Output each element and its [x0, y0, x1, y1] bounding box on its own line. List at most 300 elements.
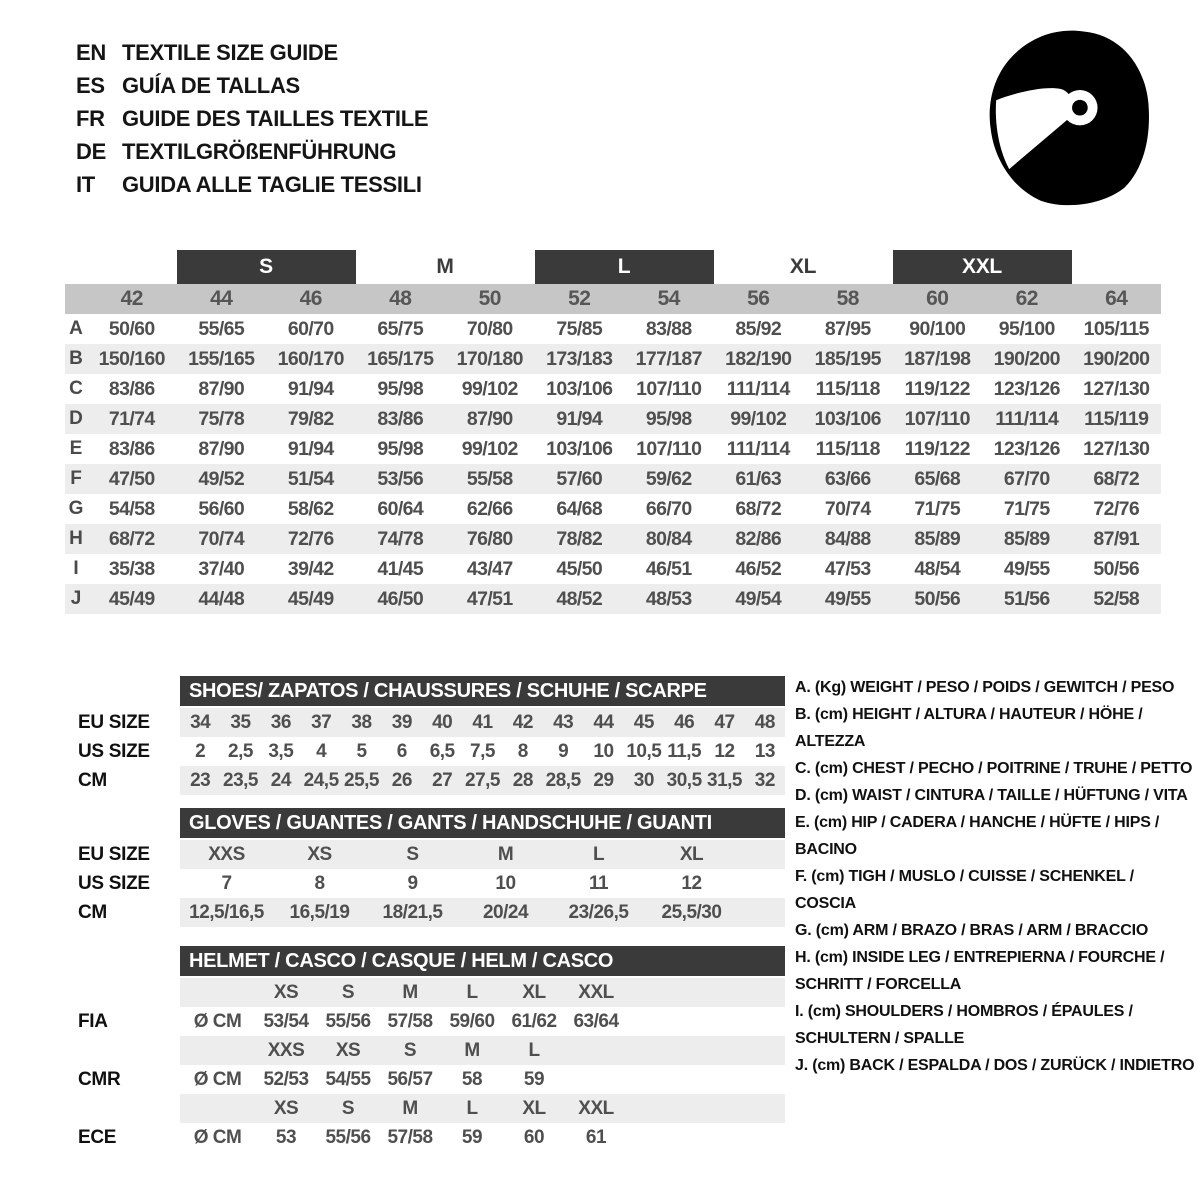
cell: 51/56 — [1003, 587, 1050, 610]
row-label-cm: CM — [78, 769, 107, 791]
helmet-ece-sizes-row — [65, 1094, 785, 1123]
helmet-cmr-value: 59 — [523, 1068, 545, 1090]
cell: 58/62 — [287, 497, 334, 520]
cell: 75/85 — [556, 317, 603, 340]
glove-cm-size: 23/26,5 — [568, 901, 629, 923]
table-row — [65, 524, 1161, 554]
glove-cm-size: 18/21,5 — [382, 901, 443, 923]
row-letter: J — [70, 588, 82, 609]
cell: 165/175 — [367, 347, 434, 370]
cell: 71/74 — [108, 407, 155, 430]
shoe-us-size: 6,5 — [429, 740, 455, 762]
shoe-eu-size: 39 — [391, 711, 412, 733]
cell: 95/100 — [998, 317, 1055, 340]
diameter-label: Ø CM — [193, 1010, 242, 1032]
helmet-fia-value: 61/62 — [511, 1010, 557, 1032]
language-code: IT — [76, 171, 95, 197]
helmet-size-label: M — [402, 981, 418, 1003]
racing-helmet-icon — [972, 24, 1158, 210]
language-title: GUIDA ALLE TAGLIE TESSILI — [122, 171, 422, 197]
cell: 107/110 — [904, 407, 970, 430]
helmet-size-label: S — [341, 981, 355, 1003]
cell: 76/80 — [466, 527, 513, 550]
helmet-size-label: XXL — [578, 981, 614, 1003]
size-number: 54 — [657, 287, 680, 310]
shoe-us-size: 10 — [593, 740, 614, 762]
cell: 43/47 — [466, 557, 513, 580]
glove-cm-size: 20/24 — [482, 901, 529, 923]
shoes-title: SHOES/ ZAPATOS / CHAUSSURES / SCHUHE / SCARPE — [189, 679, 707, 702]
shoe-cm-size: 24 — [270, 769, 291, 791]
glove-eu-size: M — [497, 843, 514, 865]
cell: 182/190 — [725, 347, 792, 370]
shoe-eu-size: 46 — [674, 711, 695, 733]
legend-item: D. (cm) WAIST / CINTURA / TAILLE / HÜFTUNG / VITA — [795, 787, 1188, 804]
cell: 47/50 — [108, 467, 155, 490]
cell: 95/98 — [645, 407, 692, 430]
cell: 71/75 — [914, 497, 961, 520]
cell: 45/50 — [556, 557, 603, 580]
glove-us-size: 9 — [407, 872, 418, 894]
shoe-us-size: 10,5 — [626, 740, 662, 762]
cell: 68/72 — [108, 527, 155, 550]
helmet-size-label: L — [466, 981, 478, 1003]
cell: 79/82 — [287, 407, 334, 430]
cell: 47/53 — [824, 557, 871, 580]
shoes-section — [65, 676, 785, 795]
diameter-label: Ø CM — [193, 1068, 242, 1090]
cell: 85/89 — [914, 527, 961, 550]
cell: 78/82 — [556, 527, 603, 550]
helmet-fia-value: 59/60 — [449, 1010, 495, 1032]
cell: 177/187 — [635, 347, 702, 370]
shoe-eu-size: 40 — [432, 711, 453, 733]
shoe-us-size: 6 — [396, 740, 407, 762]
cell: 190/200 — [1083, 347, 1150, 370]
row-letter: D — [69, 408, 83, 429]
shoe-cm-size: 24,5 — [303, 769, 339, 791]
helmet-cmr-sizes-row — [65, 1036, 785, 1065]
cell: 99/102 — [730, 407, 787, 430]
language-code: EN — [76, 39, 106, 65]
cell: 70/74 — [198, 527, 245, 550]
shoes-cm-row — [65, 766, 785, 795]
size-number: 56 — [747, 287, 770, 310]
helmet-fia-value: 63/64 — [573, 1010, 619, 1032]
helmet-size-label: L — [466, 1097, 478, 1119]
glove-us-size: 8 — [314, 872, 325, 894]
helmet-cmr-value: 54/55 — [325, 1068, 371, 1090]
cell: 83/86 — [108, 377, 155, 400]
legend-item: G. (cm) ARM / BRAZO / BRAS / ARM / BRACCIO — [795, 922, 1149, 939]
cell: 48/52 — [556, 587, 603, 610]
language-row — [76, 168, 428, 201]
table-row — [65, 584, 1161, 614]
glove-us-size: 12 — [681, 872, 702, 894]
cell: 87/95 — [824, 317, 871, 340]
size-number: 48 — [389, 287, 412, 310]
row-letter: C — [69, 378, 83, 399]
legend-item: J. (cm) BACK / ESPALDA / DOS / ZURÜCK / INDIETRO — [795, 1057, 1195, 1074]
language-row — [76, 102, 428, 135]
helmet-section — [65, 946, 785, 1152]
shoe-us-size: 12 — [714, 740, 735, 762]
cell: 37/40 — [198, 557, 245, 580]
cell: 70/80 — [466, 317, 513, 340]
cell: 87/90 — [466, 407, 513, 430]
row-label-fia: FIA — [78, 1010, 108, 1032]
cell: 111/114 — [995, 407, 1059, 430]
glove-eu-size: S — [406, 843, 419, 865]
shoe-eu-size: 41 — [472, 711, 493, 733]
row-label-cm: CM — [78, 901, 107, 923]
row-label-us-size: US SIZE — [78, 740, 150, 762]
shoe-cm-size: 31,5 — [707, 769, 742, 791]
helmet-ece-value: 53 — [275, 1126, 297, 1148]
glove-cm-size: 25,5/30 — [661, 901, 722, 923]
helmet-ece-value: 55/56 — [325, 1126, 371, 1148]
helmet-fia-value: 57/58 — [387, 1010, 433, 1032]
helmet-size-label: M — [402, 1097, 418, 1119]
cell: 107/110 — [636, 377, 702, 400]
language-title: TEXTILGRÖßENFÜHRUNG — [122, 138, 397, 164]
diameter-label: Ø CM — [193, 1126, 242, 1148]
size-number: 62 — [1015, 287, 1038, 310]
shoe-eu-size: 34 — [190, 711, 211, 733]
cell: 71/75 — [1003, 497, 1050, 520]
shoes-title-bar — [180, 676, 785, 706]
size-number: 58 — [836, 287, 859, 310]
language-title: GUÍA DE TALLAS — [122, 72, 300, 98]
cell: 90/100 — [909, 317, 966, 340]
legend-item: F. (cm) TIGH / MUSLO / CUISSE / SCHENKEL / COSCIA — [795, 868, 1134, 912]
shoe-cm-size: 27,5 — [465, 769, 500, 791]
glove-us-size: 11 — [588, 872, 609, 894]
shoe-us-size: 5 — [356, 740, 367, 762]
shoe-us-size: 13 — [754, 740, 775, 762]
cell: 50/60 — [108, 317, 155, 340]
measurement-rows — [65, 314, 1161, 614]
size-number: 52 — [568, 287, 591, 310]
language-row — [76, 135, 428, 168]
cell: 95/98 — [377, 377, 424, 400]
language-row — [76, 36, 428, 69]
cell: 56/60 — [198, 497, 245, 520]
cell: 91/94 — [287, 437, 334, 460]
glove-cm-size: 12,5/16,5 — [189, 901, 264, 923]
shoe-eu-size: 43 — [553, 711, 574, 733]
helmet-size-label: XS — [273, 981, 299, 1003]
shoe-us-size: 8 — [517, 740, 528, 762]
size-group-xl: XL — [789, 255, 817, 278]
shoe-cm-size: 30,5 — [666, 769, 702, 791]
helmet-cmr-values-row — [65, 1065, 785, 1094]
helmet-cmr-value: 58 — [461, 1068, 483, 1090]
cell: 46/52 — [735, 557, 782, 580]
helmet-size-label: XS — [273, 1097, 299, 1119]
table-row — [65, 404, 1161, 434]
cell: 63/66 — [824, 467, 871, 490]
shoe-cm-size: 28,5 — [545, 769, 581, 791]
row-letter: B — [69, 348, 83, 369]
language-title: GUIDE DES TAILLES TEXTILE — [122, 105, 429, 131]
row-letter: I — [73, 558, 79, 579]
cell: 44/48 — [198, 587, 245, 610]
cell: 55/65 — [198, 317, 245, 340]
gloves-title: GLOVES / GUANTES / GANTS / HANDSCHUHE / GUANTI — [189, 811, 712, 834]
helmet-ece-value: 57/58 — [387, 1126, 433, 1148]
cell: 61/63 — [735, 467, 782, 490]
cell: 55/58 — [466, 467, 513, 490]
cell: 115/118 — [815, 437, 880, 460]
cell: 65/68 — [914, 467, 961, 490]
cell: 62/66 — [466, 497, 513, 520]
cell: 41/45 — [377, 557, 424, 580]
helmet-cmr-value: 56/57 — [387, 1068, 433, 1090]
row-letter: A — [69, 318, 83, 339]
cell: 105/115 — [1083, 317, 1149, 340]
cell: 99/102 — [461, 377, 518, 400]
shoe-eu-size: 45 — [633, 711, 654, 733]
helmet-title: HELMET / CASCO / CASQUE / HELM / CASCO — [189, 949, 614, 972]
legend-item: A. (Kg) WEIGHT / PESO / POIDS / GEWITCH / PESO — [795, 679, 1175, 696]
row-label-eu-size: EU SIZE — [78, 843, 150, 865]
cell: 64/68 — [556, 497, 603, 520]
row-label-eu-size: EU SIZE — [78, 711, 150, 733]
helmet-size-label: M — [464, 1039, 480, 1061]
cell: 48/53 — [645, 587, 692, 610]
helmet-size-label: XXS — [267, 1039, 305, 1061]
cell: 59/62 — [645, 467, 692, 490]
language-code: FR — [76, 105, 105, 131]
language-title: TEXTILE SIZE GUIDE — [122, 39, 338, 65]
language-code: ES — [76, 72, 105, 98]
cell: 60/64 — [377, 497, 424, 520]
size-number: 42 — [120, 287, 143, 310]
shoe-us-size: 4 — [316, 740, 327, 762]
size-number: 50 — [478, 287, 501, 310]
glove-us-size: 7 — [221, 872, 232, 894]
cell: 85/92 — [735, 317, 782, 340]
cell: 68/72 — [735, 497, 782, 520]
cell: 53/56 — [377, 467, 424, 490]
cell: 84/88 — [824, 527, 871, 550]
cell: 119/122 — [904, 437, 970, 460]
cell: 74/78 — [377, 527, 424, 550]
cell: 150/160 — [98, 347, 165, 370]
table-row — [65, 374, 1161, 404]
cell: 47/51 — [466, 587, 513, 610]
helmet-ece-value: 59 — [461, 1126, 483, 1148]
size-group-xxl: XXL — [893, 250, 1072, 284]
cell: 46/51 — [645, 557, 692, 580]
cell: 75/78 — [198, 407, 245, 430]
row-label-cmr: CMR — [78, 1068, 121, 1090]
shoe-eu-size: 38 — [351, 711, 372, 733]
helmet-cmr-value: 52/53 — [263, 1068, 309, 1090]
cell: 103/106 — [546, 437, 613, 460]
language-code: DE — [76, 138, 106, 164]
shoe-eu-size: 48 — [754, 711, 775, 733]
cell: 39/42 — [287, 557, 334, 580]
table-row — [65, 494, 1161, 524]
cell: 173/183 — [546, 347, 613, 370]
corner-cell — [65, 284, 87, 314]
cell: 51/54 — [287, 467, 334, 490]
cell: 46/50 — [377, 587, 424, 610]
shoe-us-size: 7,5 — [470, 740, 495, 762]
cell: 48/54 — [914, 557, 961, 580]
cell: 103/106 — [814, 407, 881, 430]
table-row — [65, 464, 1161, 494]
size-group-m: M — [436, 255, 454, 278]
cell: 66/70 — [645, 497, 692, 520]
cell: 111/114 — [726, 437, 790, 460]
size-group-l: L — [535, 250, 714, 284]
cell: 68/72 — [1093, 467, 1140, 490]
cell: 72/76 — [287, 527, 334, 550]
size-number: 44 — [210, 287, 233, 310]
legend-item: I. (cm) SHOULDERS / HOMBROS / ÉPAULES / SCHULTERN / SPALLE — [795, 1003, 1133, 1047]
table-row — [65, 554, 1161, 584]
cell: 54/58 — [108, 497, 155, 520]
helmet-size-label: XL — [522, 981, 546, 1003]
language-row — [76, 69, 428, 102]
size-number-header — [65, 284, 1161, 314]
cell: 103/106 — [546, 377, 613, 400]
legend-item: B. (cm) HEIGHT / ALTURA / HAUTEUR / HÖHE / ALTEZZA — [795, 706, 1143, 750]
gloves-eu-row — [65, 840, 785, 869]
cell: 190/200 — [993, 347, 1060, 370]
cell: 83/88 — [645, 317, 692, 340]
gloves-us-row — [65, 869, 785, 898]
gloves-cm-row — [65, 898, 785, 927]
shoe-eu-size: 36 — [270, 711, 291, 733]
measurement-legend — [795, 674, 1195, 1079]
shoe-eu-size: 47 — [714, 711, 735, 733]
cell: 57/60 — [556, 467, 603, 490]
cell: 85/89 — [1003, 527, 1050, 550]
shoe-cm-size: 28 — [512, 769, 533, 791]
cell: 49/55 — [1003, 557, 1050, 580]
glove-us-size: 10 — [495, 872, 516, 894]
helmet-title-bar — [180, 946, 785, 976]
shoe-eu-size: 35 — [230, 711, 251, 733]
cell: 87/90 — [198, 437, 245, 460]
row-letter: G — [68, 498, 84, 519]
cell: 87/90 — [198, 377, 245, 400]
cell: 49/54 — [735, 587, 782, 610]
shoes-eu-row — [65, 708, 785, 737]
cell: 160/170 — [277, 347, 344, 370]
cell: 82/86 — [735, 527, 782, 550]
cell: 45/49 — [108, 587, 155, 610]
helmet-size-label: L — [528, 1039, 540, 1061]
cell: 127/130 — [1083, 377, 1150, 400]
cell: 155/165 — [188, 347, 255, 370]
size-group-header — [65, 250, 1161, 284]
shoes-us-row — [65, 737, 785, 766]
language-list — [76, 36, 428, 201]
gloves-section — [65, 808, 785, 927]
glove-eu-size: XL — [679, 843, 704, 865]
cell: 107/110 — [636, 437, 702, 460]
table-row — [65, 344, 1161, 374]
shoe-eu-size: 37 — [311, 711, 332, 733]
cell: 83/86 — [108, 437, 155, 460]
cell: 170/180 — [456, 347, 523, 370]
helmet-ece-value: 61 — [585, 1126, 607, 1148]
glove-eu-size: XXS — [208, 843, 245, 865]
row-label-us-size: US SIZE — [78, 872, 150, 894]
shoe-cm-size: 27 — [432, 769, 453, 791]
shoe-eu-size: 44 — [593, 711, 614, 733]
cell: 60/70 — [287, 317, 334, 340]
cell: 91/94 — [287, 377, 334, 400]
cell: 83/86 — [377, 407, 424, 430]
helmet-size-label: S — [403, 1039, 417, 1061]
legend-item: E. (cm) HIP / CADERA / HANCHE / HÜFTE / HIPS / BACINO — [795, 814, 1160, 858]
shoe-cm-size: 23 — [190, 769, 211, 791]
helmet-size-label: XS — [335, 1039, 361, 1061]
row-letter: E — [69, 438, 83, 459]
cell: 50/56 — [914, 587, 961, 610]
cell: 70/74 — [824, 497, 871, 520]
size-group-s: S — [177, 250, 356, 284]
cell: 80/84 — [645, 527, 692, 550]
cell: 123/126 — [993, 437, 1060, 460]
helmet-ece-values-row — [65, 1123, 785, 1152]
helmet-size-label: XL — [522, 1097, 546, 1119]
glove-cm-size: 16,5/19 — [289, 901, 350, 923]
table-row — [65, 314, 1161, 344]
legend-item: H. (cm) INSIDE LEG / ENTREPIERNA / FOURCHE / SCHRITT / FORCELLA — [795, 949, 1165, 993]
glove-eu-size: L — [592, 843, 605, 865]
helmet-fia-value: 53/54 — [263, 1010, 309, 1032]
shoe-us-size: 9 — [558, 740, 569, 762]
shoe-us-size: 2 — [195, 740, 206, 762]
table-row — [65, 434, 1161, 464]
legend-item: C. (cm) CHEST / PECHO / POITRINE / TRUHE / PETTO — [795, 760, 1193, 777]
main-size-table — [65, 250, 1161, 614]
cell: 99/102 — [461, 437, 518, 460]
cell: 127/130 — [1083, 437, 1150, 460]
shoe-cm-size: 26 — [391, 769, 412, 791]
cell: 67/70 — [1003, 467, 1050, 490]
shoe-us-size: 11,5 — [667, 740, 702, 762]
size-number: 60 — [926, 287, 949, 310]
cell: 52/58 — [1093, 587, 1140, 610]
size-number: 46 — [299, 287, 322, 310]
shoe-us-size: 3,5 — [268, 740, 294, 762]
shoe-eu-size: 42 — [512, 711, 533, 733]
cell: 185/195 — [814, 347, 881, 370]
cell: 115/118 — [815, 377, 880, 400]
cell: 87/91 — [1093, 527, 1140, 550]
gloves-title-bar — [180, 808, 785, 838]
shoe-cm-size: 23,5 — [223, 769, 258, 791]
shoe-us-size: 2,5 — [228, 740, 253, 762]
row-letter: H — [69, 528, 83, 549]
helmet-fia-sizes-row — [65, 978, 785, 1007]
cell: 49/52 — [198, 467, 245, 490]
helmet-fia-values-row — [65, 1007, 785, 1036]
helmet-size-label: S — [341, 1097, 355, 1119]
cell: 111/114 — [726, 377, 790, 400]
glove-eu-size: XS — [307, 843, 332, 865]
cell: 95/98 — [377, 437, 424, 460]
cell: 91/94 — [556, 407, 603, 430]
